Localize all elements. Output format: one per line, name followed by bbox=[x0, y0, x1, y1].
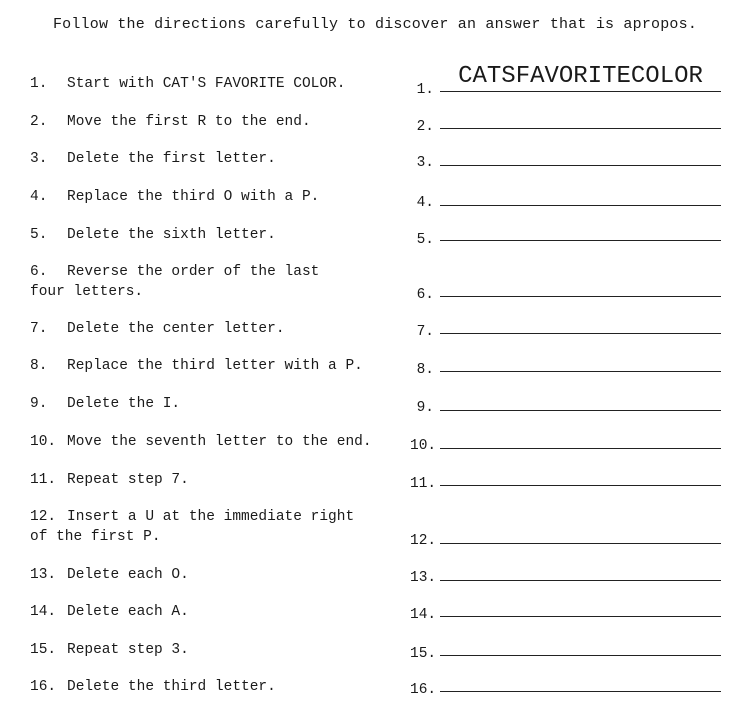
step-text: Delete each O. bbox=[67, 567, 189, 583]
step-9 bbox=[30, 394, 390, 414]
step-text: Delete the I. bbox=[67, 396, 181, 412]
step-2 bbox=[30, 112, 390, 132]
answer-5-line[interactable] bbox=[440, 240, 721, 241]
step-14 bbox=[30, 602, 390, 622]
step-text: Start with CAT'S FAVORITE COLOR. bbox=[67, 76, 346, 92]
answer-13-line[interactable] bbox=[440, 580, 721, 581]
page-title: Follow the directions carefully to discover an answer that is apropos. bbox=[52, 16, 698, 33]
answer-number: 15. bbox=[410, 646, 437, 662]
answer-number: 13. bbox=[410, 570, 437, 586]
step-number: 4. bbox=[30, 189, 48, 205]
step-number: 13. bbox=[30, 567, 57, 583]
step-text: Repeat step 7. bbox=[67, 472, 189, 488]
step-number: 14. bbox=[30, 604, 57, 620]
step-number: 2. bbox=[30, 114, 48, 130]
answer-number: 12. bbox=[410, 533, 437, 549]
step-number: 6. bbox=[30, 264, 48, 280]
step-text: Insert a U at the immediate right bbox=[67, 509, 355, 525]
step-7 bbox=[30, 319, 390, 339]
step-5 bbox=[30, 225, 390, 245]
step-text: Delete each A. bbox=[67, 604, 189, 620]
step-text: Delete the sixth letter. bbox=[67, 227, 276, 243]
answer-number: 8. bbox=[416, 362, 434, 378]
step-text-continued: of the first P. bbox=[30, 529, 161, 545]
answer-1-text: CATSFAVORITECOLOR bbox=[458, 63, 703, 90]
step-text: Move the seventh letter to the end. bbox=[67, 434, 372, 450]
step-number: 5. bbox=[30, 227, 48, 243]
step-8 bbox=[30, 356, 390, 376]
step-number: 11. bbox=[30, 472, 57, 488]
answer-number: 2. bbox=[416, 119, 434, 135]
step-10 bbox=[30, 432, 390, 452]
answer-11-line[interactable] bbox=[440, 485, 721, 486]
answer-number: 14. bbox=[410, 607, 437, 623]
step-number: 3. bbox=[30, 151, 48, 167]
step-4 bbox=[30, 187, 390, 207]
step-number: 15. bbox=[30, 642, 57, 658]
answer-number: 9. bbox=[416, 400, 434, 416]
answer-10-line[interactable] bbox=[440, 448, 721, 449]
answer-14-line[interactable] bbox=[440, 616, 721, 617]
step-text: Delete the third letter. bbox=[67, 679, 276, 695]
answer-1-line[interactable] bbox=[440, 91, 721, 92]
step-text: Repeat step 3. bbox=[67, 642, 189, 658]
step-text: Delete the center letter. bbox=[67, 321, 285, 337]
answer-9-line[interactable] bbox=[440, 410, 721, 411]
answer-16-line[interactable] bbox=[440, 691, 721, 692]
answer-8-line[interactable] bbox=[440, 371, 721, 372]
answer-number: 7. bbox=[416, 324, 434, 340]
answer-12-line[interactable] bbox=[440, 543, 721, 544]
step-number: 10. bbox=[30, 434, 57, 450]
answer-7-line[interactable] bbox=[440, 333, 721, 334]
answer-2-line[interactable] bbox=[440, 128, 721, 129]
step-number: 12. bbox=[30, 509, 57, 525]
step-number: 7. bbox=[30, 321, 48, 337]
step-1 bbox=[30, 74, 390, 94]
step-16 bbox=[30, 677, 390, 697]
step-text-continued: four letters. bbox=[30, 284, 144, 300]
answer-number: 1. bbox=[416, 82, 434, 98]
answer-number: 10. bbox=[410, 438, 437, 454]
answer-number: 5. bbox=[416, 232, 434, 248]
answer-number: 16. bbox=[410, 682, 437, 698]
answer-number: 11. bbox=[410, 476, 437, 492]
step-12 bbox=[30, 507, 390, 547]
answer-6-line[interactable] bbox=[440, 296, 721, 297]
answer-15-line[interactable] bbox=[440, 655, 721, 656]
answer-number: 4. bbox=[416, 195, 434, 211]
step-text: Replace the third letter with a P. bbox=[67, 358, 363, 374]
step-3 bbox=[30, 149, 390, 169]
answer-3-line[interactable] bbox=[440, 165, 721, 166]
step-text: Reverse the order of the last bbox=[67, 264, 320, 280]
answer-4-line[interactable] bbox=[440, 205, 721, 206]
step-text: Move the first R to the end. bbox=[67, 114, 311, 130]
answer-number: 6. bbox=[416, 287, 434, 303]
step-text: Delete the first letter. bbox=[67, 151, 276, 167]
step-number: 9. bbox=[30, 396, 48, 412]
step-number: 16. bbox=[30, 679, 57, 695]
step-15 bbox=[30, 640, 390, 660]
step-11 bbox=[30, 470, 390, 490]
step-text: Replace the third O with a P. bbox=[67, 189, 320, 205]
answer-number: 3. bbox=[416, 155, 434, 171]
step-number: 1. bbox=[30, 76, 48, 92]
step-6 bbox=[30, 262, 390, 302]
step-number: 8. bbox=[30, 358, 48, 374]
step-13 bbox=[30, 565, 390, 585]
